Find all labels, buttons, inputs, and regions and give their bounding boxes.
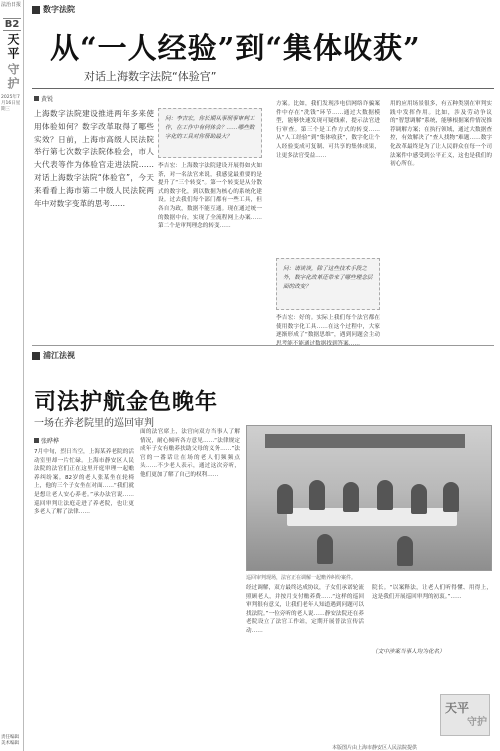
question-box-1: 问：李吉宏，你长期从事刑事审判工作，在工作中有何体会？……哪些数字化的工具对你帮助最大？ xyxy=(158,108,262,158)
newspaper-name: 法治日报 xyxy=(1,2,22,8)
page-number: B2 xyxy=(4,19,20,30)
article1-column-4: 李吉宏：好的。实际上我们每个法官都在使用数字化工具……在这个过程中，大家逐渐形成了“数据思维”，遇到问题会主动思考能不能通过数据找到答案…… xyxy=(276,315,380,347)
photo-person xyxy=(411,484,427,514)
article2-headline: 司法护航金色晚年 xyxy=(34,389,219,415)
byline-square-icon xyxy=(34,96,39,101)
issue-date: 2025年7月16日星期三 xyxy=(1,95,21,112)
column-title: 守护 xyxy=(6,63,20,91)
photo-table xyxy=(287,508,457,526)
byline-square-icon xyxy=(34,438,39,443)
stamp-title: 天平 xyxy=(445,701,470,715)
photo-person xyxy=(377,480,393,510)
section-label: 数字法院 xyxy=(43,5,75,14)
column-logo-stamp xyxy=(440,694,490,736)
section-square-icon xyxy=(32,352,40,360)
section-divider xyxy=(32,345,494,346)
article1-subtitle: 对话上海数字法院“体验官” xyxy=(84,70,217,83)
page-main xyxy=(28,0,496,751)
article1-byline xyxy=(34,94,53,103)
stamp-side: 守护 xyxy=(467,717,487,728)
photo-credit: 本版图片由上海市静安区人民法院提供 xyxy=(332,745,418,751)
photo-person xyxy=(343,482,359,512)
left-rail xyxy=(0,0,24,751)
photo-person xyxy=(309,480,325,510)
article1-column-2: 李吉宏：上海数字法院建设开展得如火如荼，对一名法官来说，我感觉最重要的是提升了“三个转变”。第一个转变是从分散式的数字化，到以数据为核心的系统化建设。过去我们每个部门都有一些工具，但各自为政，数据不能互通。现在通过统一的数据中台，实现了全流程网上办案……第二个是审判理念的转变…… xyxy=(158,163,262,230)
byline-author: 黄锐 xyxy=(41,96,54,103)
section-square-icon xyxy=(32,6,40,14)
divider xyxy=(32,88,494,89)
photo-banner xyxy=(265,434,465,448)
article1-column-3: 方案。比如，我们发现涉电信网络诈骗案件中存在“洗钱”环节……通过大数据模型，能够快速发现可疑线索，提示法官进行审查。第三个是工作方式的转变……从“人工经验”到“集体收获”，数字化让个人经验变成可复制、可共享的集体成果，让更多法官受益…… xyxy=(276,101,380,159)
section-label: 浦江法视 xyxy=(43,351,75,360)
question-box-2: 问：请谈谈，除了这些技术手段之外，数字化改革还带来了哪些理念层面的改变？ xyxy=(276,258,380,310)
article2-subtitle: 一场在养老院里的巡回审判 xyxy=(34,418,154,429)
photo-person xyxy=(317,534,333,564)
editors: 责任编辑 美术编辑 xyxy=(1,735,19,746)
photo-person xyxy=(397,536,413,566)
article2-column-4: 院长。“以案释法，让老人们听得懂、用得上，这是我们开展巡回审判的初衷。”…… xyxy=(372,585,492,600)
article1-column-5: 用的应用场景很多，有五种类别在审判实践中发挥作用。比如，涉及劳动争议的“智慧调解”系统，能够根据案件情况推荐调解方案；在执行领域，通过大数据查控，有效解决了“查人找物”难题……数字化改革最终是为了让人民群众在每一个司法案件中感受到公平正义，这也是我们的初心所在。 xyxy=(390,101,492,168)
photo-person xyxy=(443,482,459,512)
article2-byline xyxy=(34,436,59,445)
section-tag-digital-court xyxy=(32,4,75,15)
section-tag-pujiang xyxy=(32,350,75,361)
article1-lead: 上海数字法院建设推进两年多来使用体验如何？数字改革取得了哪些实效？日前，上海市高级人民法院举行第七次数字法院体验会，市人大代表等作为体验官走进法院……对话上海数字法院“体验官”，今天来看看上海市第二中级人民法院两年中对数字变革的思考…… xyxy=(34,109,154,208)
trial-photo xyxy=(246,425,492,571)
article2-column-3: 经过调解，双方最终达成协议，子女们承诺轮流照顾老人，并按月支付赡养费……“这样的巡回审判很有意义，让我们老年人知道遇到问题可以找法院。”一位旁听的老人说……静安法院还在养老院设立了法官工作站，定期开展普法宣传活动…… xyxy=(246,585,364,634)
article1-headline: 从“一人经验”到“集体收获” xyxy=(50,31,421,65)
photo-person xyxy=(277,484,293,514)
brand-title: 天平 xyxy=(6,33,20,61)
byline-author: 张晔桦 xyxy=(41,438,60,445)
photo-caption: 巡回审判现场，法官正在调解一起赡养纠纷案件。 xyxy=(246,575,357,581)
article2-column-1: 7月中旬，烈日当空，上海某养老院的活动室里却一片忙碌。上海市静安区人民法院的法官们正在这里开庭审理一起赡养纠纷案。82岁的老人张某坐在轮椅上，他的三个子女坐在对面……“我们就是想让老人安心养老。”承办法官说……巡回审判让法庭走进了养老院，也让更多老人了解了法律…… xyxy=(34,449,134,516)
article2-author-note: （文中涉案当事人均为化名） xyxy=(372,649,445,655)
article2-column-2: 面的法官席上，法官向双方当事人了解情况，耐心倾听各方意见……“法律规定成年子女有赡养扶助父母的义务……”法官的一番话让在场的老人们频频点头……不少老人表示，通过这次旁听，他们更加了解了自己的权利…… xyxy=(140,429,240,478)
